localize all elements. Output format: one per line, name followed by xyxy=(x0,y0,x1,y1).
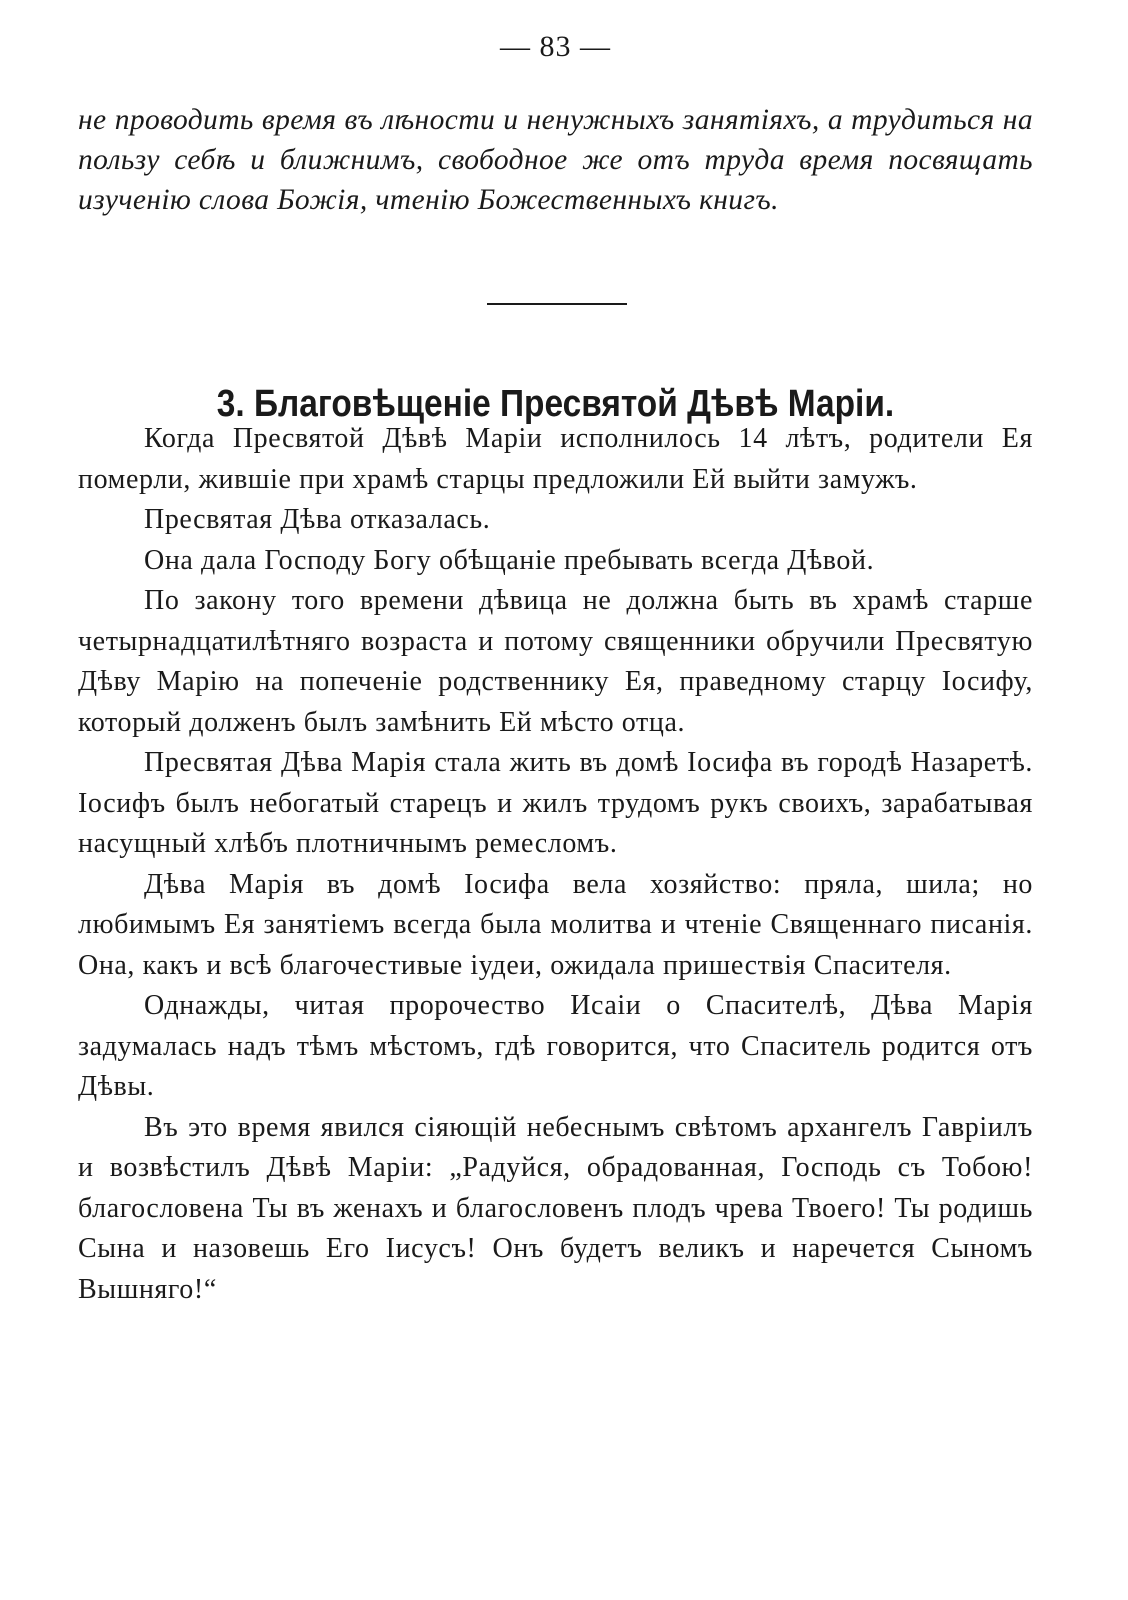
body-paragraph: Пресвятая Дѣва отказалась. xyxy=(144,504,491,535)
body-paragraph: Дѣва Марія въ домѣ Іосифа вела хозяйство: пряла, шила; но любимымъ Ея занятіемъ всегда была молитва и чтеніе Священнаго писанія. Она, какъ и всѣ благочестивые іудеи, ожидала пришествія Спасителя. xyxy=(78,868,1033,981)
body-paragraph: Въ это время явился сіяющій небеснымъ свѣтомъ архангелъ Гавріилъ и возвѣстилъ Дѣвѣ Маріи: „Радуйся, обрадованная, Господь съ Тобою! благословена Ты въ женахъ и благословенъ плодъ чрева Твоего! Ты родишь Сына и назовешь Его Іисусъ! Онъ будетъ великъ и наречется Сыномъ Вышняго!“ xyxy=(78,1111,1033,1305)
continuation-text: не проводить время въ лѣности и ненужныхъ занятіяхъ, а трудиться на пользу себѣ и ближнимъ, свободное же отъ труда время посвящать изученію слова Божія, чтенію Божественныхъ книгъ. xyxy=(78,104,1033,216)
body-paragraph: Она дала Господу Богу обѣщаніе пребывать всегда Дѣвой. xyxy=(144,544,875,576)
section-body xyxy=(78,419,1033,1310)
page-number: — 83 — xyxy=(500,30,611,63)
body-paragraph: Когда Пресвятой Дѣвѣ Маріи исполнилось 14 лѣтъ, родители Ея померли, жившіе при храмѣ старцы предложили Ей выйти замужъ. xyxy=(78,423,1033,495)
section-divider xyxy=(487,303,627,305)
book-page xyxy=(78,0,1033,1600)
body-paragraph: Пресвятая Дѣва Марія стала жить въ домѣ Іосифа въ городѣ Назаретѣ. Іосифъ былъ небогатый старецъ и жилъ трудомъ рукъ своихъ, зарабатывая насущный хлѣбъ плотничнымъ ремесломъ. xyxy=(78,747,1033,859)
body-paragraph: По закону того времени дѣвица не должна быть въ храмѣ старше четырнадцатилѣтняго возраста и потому священники обручили Пресвятую Дѣву Марію на попеченіе родственнику Ея, праведному старцу Іосифу, который долженъ былъ замѣнить Ей мѣсто отца. xyxy=(78,585,1033,738)
section-heading: 3. Благовѣщеніе Пресвятой Дѣвѣ Маріи. xyxy=(216,383,895,426)
body-paragraph: Однажды, читая пророчество Исаіи о Спасителѣ, Дѣва Марія задумалась надъ тѣмъ мѣстомъ, гдѣ говорится, что Спаситель родится отъ Дѣвы. xyxy=(78,990,1033,1102)
continuation-passage xyxy=(78,100,1033,220)
